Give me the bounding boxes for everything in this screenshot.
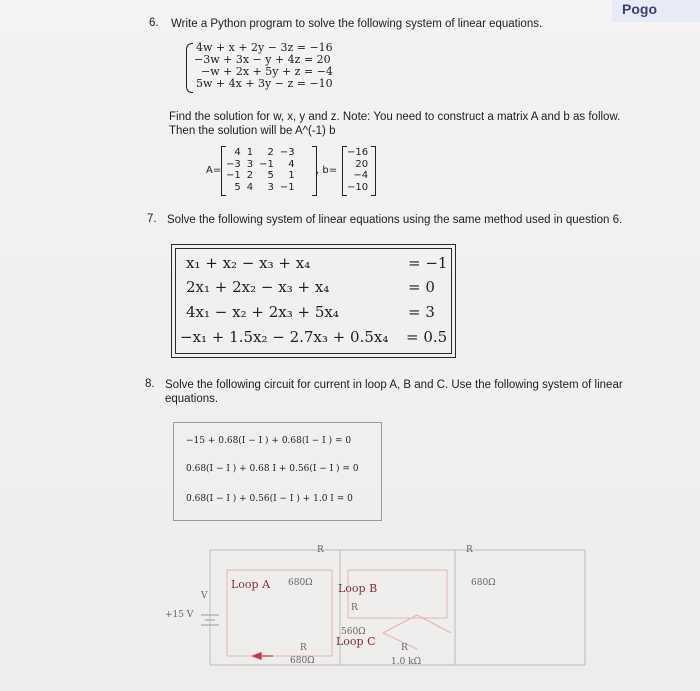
matrix-a-label: A= (206, 165, 222, 176)
vector-b-row: −4 (353, 170, 369, 181)
vector-b (344, 147, 371, 193)
loop-a-label: Loop A (231, 578, 271, 591)
r-bottom-right-value: 1.0 kΩ (391, 657, 422, 667)
q6-eq-2: −3w + 3x − y + 4z = 20 (194, 53, 331, 66)
q7-eq-2-lhs: 2x₁ + 2x₂ − x₃ + x₄ (186, 278, 330, 296)
matrix-a-row: −3 3 −1 4 (226, 158, 295, 170)
q7-eq-1-lhs: x₁ + x₂ − x₃ + x₄ (186, 254, 311, 272)
circuit-wiring (155, 545, 610, 685)
q8-number: 8. (145, 378, 155, 390)
q6-prompt: Write a Python program to solve the following system of linear equations. (171, 18, 543, 30)
r1-symbol: R (317, 545, 324, 555)
matrix-a-row: 4 1 2 −3 (234, 147, 295, 158)
q7-prompt: Solve the following system of linear equations using the same method used in question 6. (167, 214, 623, 226)
brand-logo: Pogo (612, 0, 700, 22)
q8-eq-2: 0.68(I − I ) + 0.68 I + 0.56(I − I ) = 0 (186, 464, 359, 474)
vector-b-row: −16 (347, 147, 369, 158)
q6-system-brace (186, 43, 193, 93)
r-bottom-left-value: 680Ω (290, 656, 315, 666)
matrix-a-row: 5 4 3 −1 (234, 181, 295, 193)
q8-eq-1: −15 + 0.68(I − I ) + 0.68(I − I ) = 0 (186, 436, 352, 446)
loop-c-label: Loop C (336, 635, 376, 648)
r-bottom-left-symbol: R (300, 643, 307, 653)
q7-eq-1-rhs: = −1 (408, 254, 448, 272)
circuit-diagram (155, 545, 610, 685)
q6-eq-1: 4w + x + 2y − 3z = −16 (196, 41, 333, 54)
q7-eq-3-lhs: 4x₁ − x₂ + 2x₃ + 5x₄ (186, 303, 339, 321)
q7-eq-4-rhs: = 0.5 (406, 328, 448, 346)
r-mid-value: 560Ω (341, 627, 366, 637)
source-value: +15 V (165, 610, 194, 620)
q8-eq-3: 0.68(I − I ) + 0.56(I − I ) + 1.0 I = 0 (186, 494, 353, 504)
q6-number: 6. (149, 17, 159, 29)
r-bottom-right-symbol: R (401, 643, 408, 653)
vector-b-right-bracket (371, 146, 376, 196)
q6-eq-4: 5w + 4x + 3y − z = −10 (196, 77, 333, 90)
q7-eq-2-rhs: = 0 (408, 278, 435, 296)
q7-eq-4-lhs: −x₁ + 1.5x₂ − 2.7x₃ + 0.5x₄ (180, 328, 389, 346)
vector-b-row: 20 (355, 158, 369, 170)
matrix-a-row: −1 2 5 1 (226, 170, 295, 181)
q8-prompt-line1: Solve the following circuit for current in loop A, B and C. Use the following system of linear (165, 379, 623, 391)
r1-value: 680Ω (288, 578, 313, 588)
vector-b-row: −10 (347, 181, 369, 193)
r-mid-symbol: R (351, 603, 358, 613)
q6-find-line1: Find the solution for w, x, y and z. Note: You need to construct a matrix A and b as follow. (169, 111, 621, 123)
r2-value: 680Ω (471, 578, 496, 588)
source-symbol: V (201, 591, 208, 601)
r2-symbol: R (466, 545, 473, 555)
loop-b-label: Loop B (338, 582, 378, 595)
q7-equation-box (171, 244, 456, 358)
q6-eq-3: −w + 2x + 5y + z = −4 (201, 65, 333, 78)
loop-c-arrow (253, 653, 273, 659)
vector-b-label: , b= (316, 165, 338, 176)
q7-eq-3-rhs: = 3 (408, 303, 435, 321)
q6-find-line2: Then the solution will be A^(-1) b (169, 125, 336, 137)
q7-number: 7. (147, 213, 157, 225)
matrix-a (223, 147, 298, 193)
q8-prompt-line2: equations. (165, 393, 219, 405)
q8-equation-box (173, 422, 382, 521)
